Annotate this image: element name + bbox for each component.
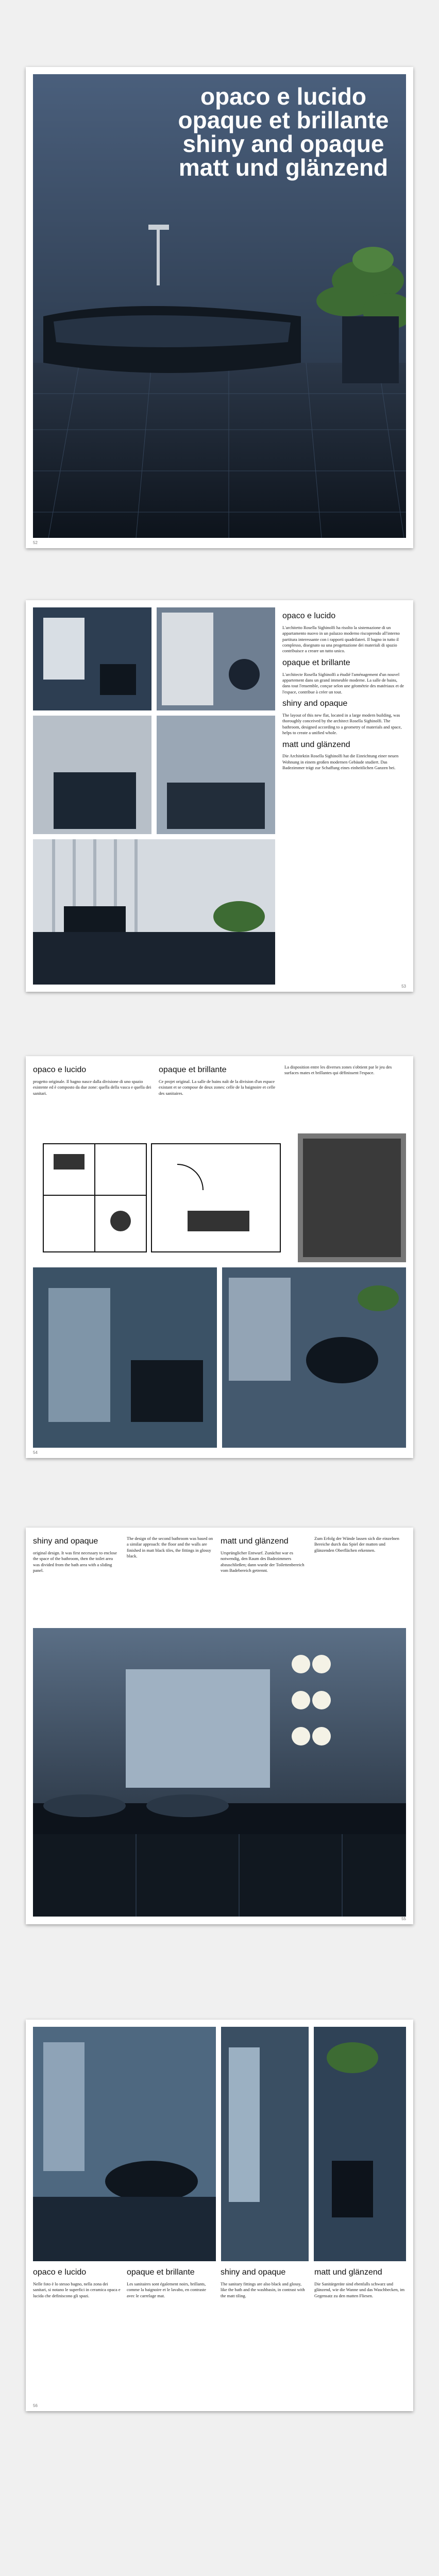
page-2 (26, 600, 413, 992)
title-line-de: matt und glänzend (178, 154, 389, 181)
text-column-2 (127, 2267, 214, 2302)
text-column-3 (221, 2267, 308, 2302)
heading-fr: opaque et brillante (159, 1065, 227, 1074)
paragraph-de: Die Sanitärgeräte sind ebenfalls schwarz und glänzend, wie die Wanne und das Waschbecken, im Gegensatz zu den matten Fliesen. (314, 2281, 405, 2298)
page-number: 54 (33, 1450, 38, 1455)
paragraph-fr: L'architecte Rosella Sighinolfi a étudié l'aménagement d'un nouvel appartement dans un grand immeuble moderne. La salle de bains, dans tout l'ensemble, conçue selon une géométrie des matériaux et de l'espace, contribue à créer un tout. (282, 671, 404, 694)
title-line-it: opaco e lucido (200, 83, 367, 110)
cover-title (165, 84, 402, 179)
page-number: 56 (33, 2403, 38, 2408)
paragraph-de: Die Architektin Rosella Sighinolfi hat die Einrichtung einer neuen Wohnung in einem großen modernen Gebäude studiert. Das Badezimmer trägt zur Schaffung eines einheitlichen Ganzen bei. (282, 753, 399, 771)
page-number: 53 (401, 984, 406, 989)
page-4 (26, 1528, 413, 1924)
floor-plan-drawing (33, 1133, 291, 1262)
heading-it: opaco e lucido (33, 1065, 87, 1074)
heading-en: shiny and opaque (282, 699, 348, 708)
title-line-en: shiny and opaque (182, 130, 384, 157)
page-3 (26, 1056, 413, 1458)
paragraph-it: progetto originale. Il bagno nasce dalla divisione di uno spazio esistente ed è composto da due zone: quella della vasca e quella dei sanitari. (33, 1078, 151, 1096)
text-column-4 (314, 1536, 406, 1556)
text-column-left (33, 1064, 151, 1099)
text-column-1 (33, 1536, 121, 1577)
bathroom-photo-wide (33, 1628, 406, 1917)
paragraph-en: The sanitary fittings are also black and glossy, like the bath and the washbasin, in contrast with the matt tiling. (221, 2281, 305, 2298)
page-number: 52 (33, 540, 38, 545)
heading-fr: opaque et brillante (127, 2268, 195, 2277)
text-column-middle (159, 1064, 277, 1099)
paragraph-1: original design. It was first necessary to enclose the space of the bathroom, then the toilet area was divided from the bath area with a sliding panel. (33, 1550, 117, 1573)
heading-it: opaco e lucido (33, 2268, 87, 2277)
paragraph-en: The layout of this new flat, located in a large modern building, was thoroughly conceived by the architect Rosella Sighinolfi. The bathroom, designed according to a geometry of materials and space, helps to create a unified whole. (282, 713, 402, 736)
text-column-right (284, 1064, 406, 1079)
paragraph-extra: La disposition entre les diverses zones s'obtient par le jeu des surfaces mates et brillantes qui définissent l'espace. (284, 1064, 392, 1076)
text-column-4 (314, 2267, 406, 2302)
text-column (282, 611, 406, 774)
title-line-fr: opaque et brillante (178, 107, 389, 133)
bathroom-photos-top (33, 2027, 406, 2261)
photo-collage (33, 607, 275, 985)
page-number: 55 (401, 1917, 406, 1921)
text-column-1 (33, 2267, 121, 2302)
paragraph-3: Ursprünglicher Entwurf. Zunächst war es notwendig, den Raum des Badezimmers abzuschließen; dann wurde der Toilettenbereich vom Badebereich getrennt. (221, 1550, 305, 1573)
paragraph-2: The design of the second bathroom was based on a similar approach: the floor and the walls are finished in matt black tiles, the fittings in glossy black. (127, 1536, 213, 1559)
paragraph-fr: Ce projet original. La salle de bains naît de la division d'un espace existant et se compose de deux zones: celle de la baignoire et celle des sanitaires. (159, 1078, 276, 1096)
material-sample (298, 1133, 406, 1262)
heading-en: shiny and opaque (221, 2268, 286, 2277)
paragraph-fr: Les sanitaires sont également noirs, brillants, comme la baignoire et le lavabo, en contraste avec le carrelage mat. (127, 2281, 206, 2298)
text-column-3 (221, 1536, 308, 1577)
heading-it: opaco e lucido (282, 612, 336, 620)
paragraph-it: L'architetto Rosella Sighinolfi ha risolto la sistemazione di un appartamento nuovo in un palazzo moderno riscoprendo all'interno partitura interessante con i rapporti quadrilateri. Il bagno in tutto il complesso, disegnato su una progettazione dei materiali di spazio contribuisce a creare un tutto unico. (282, 624, 400, 654)
heading-de: matt und glänzend (314, 2268, 382, 2277)
paragraph-it: Nelle foto è lo stesso bagno, nella zona dei sanitari, si notano le superfici in ceramica opaca e lucida che definiscono gli spazi. (33, 2281, 121, 2298)
bathroom-photos (33, 1267, 406, 1448)
paragraph-4: Zum Erfolg der Wände lassen sich die einzelnen Bereiche durch das Spiel der matten und glänzenden Oberflächen erkennen. (314, 1536, 399, 1553)
page-5 (26, 2020, 413, 2411)
text-column-2 (127, 1536, 214, 1563)
heading-fr: opaque et brillante (282, 658, 350, 667)
page-1 (26, 67, 413, 548)
heading-en: shiny and opaque (33, 1537, 98, 1546)
heading-de: matt und glänzend (282, 740, 350, 749)
heading-de: matt und glänzend (221, 1537, 289, 1546)
